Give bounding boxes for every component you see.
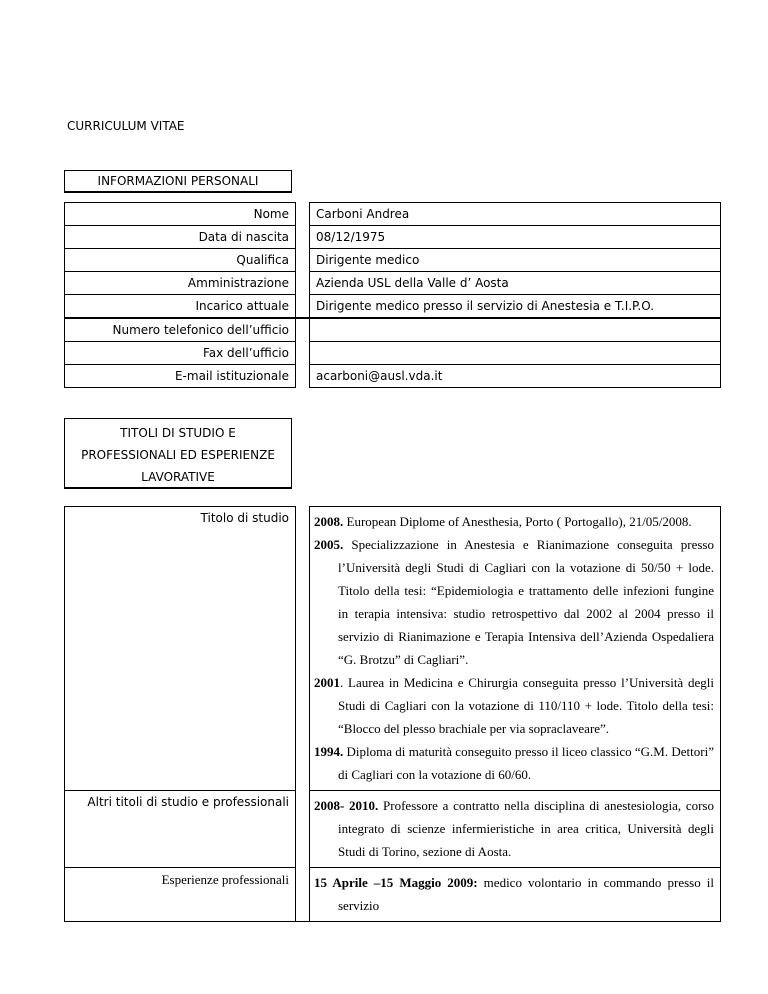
section-heading-line: TITOLI DI STUDIO E	[120, 426, 236, 440]
row-value: Dirigente medico presso il servizio di Anestesia e T.I.P.O.	[310, 295, 721, 319]
table-row	[65, 868, 721, 922]
entry-text: Professore a contratto nella disciplina di anestesiologia, corso integrato di scienze infermieristiche in area critica, Università degli Studi di Torino, sezione di Aosta.	[338, 798, 714, 859]
entry-year: 2008- 2010.	[314, 798, 379, 813]
row-value	[310, 318, 721, 342]
list-item	[314, 510, 714, 533]
list-item	[314, 740, 714, 786]
row-value: Carboni Andrea	[310, 203, 721, 226]
entry-text: Diploma di maturità conseguito presso il liceo classico “G.M. Dettori” di Cagliari con la votazione di 60/60.	[338, 744, 714, 782]
table-row	[65, 507, 721, 791]
table-row	[65, 226, 721, 249]
list-item	[314, 871, 714, 917]
row-label: Titolo di studio	[65, 507, 296, 791]
section-heading-personal	[64, 170, 292, 192]
esperienze-entries	[310, 868, 721, 922]
entry-year: 15 Aprile –15 Maggio 2009:	[314, 875, 478, 890]
document-title: CURRICULUM VITAE	[67, 119, 185, 133]
entry-year: 2008.	[314, 514, 344, 529]
titolo-entries	[310, 507, 721, 791]
row-label: Nome	[65, 203, 296, 226]
list-item	[314, 533, 714, 671]
altri-entries	[310, 791, 721, 868]
row-value: Dirigente medico	[310, 249, 721, 272]
entry-text: . Laurea in Medicina e Chirurgia conseguita presso l’Università degli Studi di Cagliari con la votazione di 110/110 + lode. Titolo della tesi: “Blocco del plesso brachiale per via sopraclaveare”.	[338, 675, 714, 736]
section-heading-studies	[64, 418, 292, 488]
row-value: acarboni@ausl.vda.it	[310, 365, 721, 388]
entry-text: Specializzazione in Anestesia e Rianimazione conseguita presso l’Università degli Studi di Cagliari con la votazione di 50/50 + lode. Titolo della tesi: “Epidemiologia e trattamento delle infezioni fungine in terapia intensiva: studio retrospettivo dal 2002 al 2004 presso il servizio di Rianimazione e Terapia Intensiva dell’Azienda Ospedaliera “G. Brotzu” di Cagliari”.	[338, 537, 714, 667]
studies-table	[64, 506, 721, 922]
entry-text: European Diplome of Anesthesia, Porto ( Portogallo), 21/05/2008.	[343, 514, 692, 529]
list-item	[314, 794, 714, 863]
entry-text: medico volontario in commando presso il servizio	[338, 875, 714, 913]
row-label: Qualifica	[65, 249, 296, 272]
entry-year: 1994.	[314, 744, 344, 759]
section-heading-personal-text: INFORMAZIONI PERSONALI	[97, 174, 259, 188]
list-item	[314, 671, 714, 740]
personal-info-table	[64, 202, 721, 388]
table-row	[65, 272, 721, 295]
row-label: Numero telefonico dell’ufficio	[65, 318, 296, 342]
table-row	[65, 203, 721, 226]
table-row	[65, 249, 721, 272]
row-value	[310, 342, 721, 365]
table-row	[65, 295, 721, 319]
row-label: Esperienze professionali	[65, 868, 296, 922]
table-row	[65, 365, 721, 388]
row-label: Data di nascita	[65, 226, 296, 249]
section-heading-line: PROFESSIONALI ED ESPERIENZE	[81, 448, 275, 462]
row-label: Altri titoli di studio e professionali	[65, 791, 296, 868]
row-value: 08/12/1975	[310, 226, 721, 249]
entry-year: 2005.	[314, 537, 344, 552]
table-row	[65, 342, 721, 365]
row-label: E-mail istituzionale	[65, 365, 296, 388]
table-row	[65, 318, 721, 342]
row-label: Amministrazione	[65, 272, 296, 295]
row-label: Fax dell’ufficio	[65, 342, 296, 365]
row-label: Incarico attuale	[65, 295, 296, 319]
table-row	[65, 791, 721, 868]
section-heading-line: LAVORATIVE	[141, 470, 215, 484]
row-value: Azienda USL della Valle d’ Aosta	[310, 272, 721, 295]
entry-year: 2001	[314, 675, 340, 690]
